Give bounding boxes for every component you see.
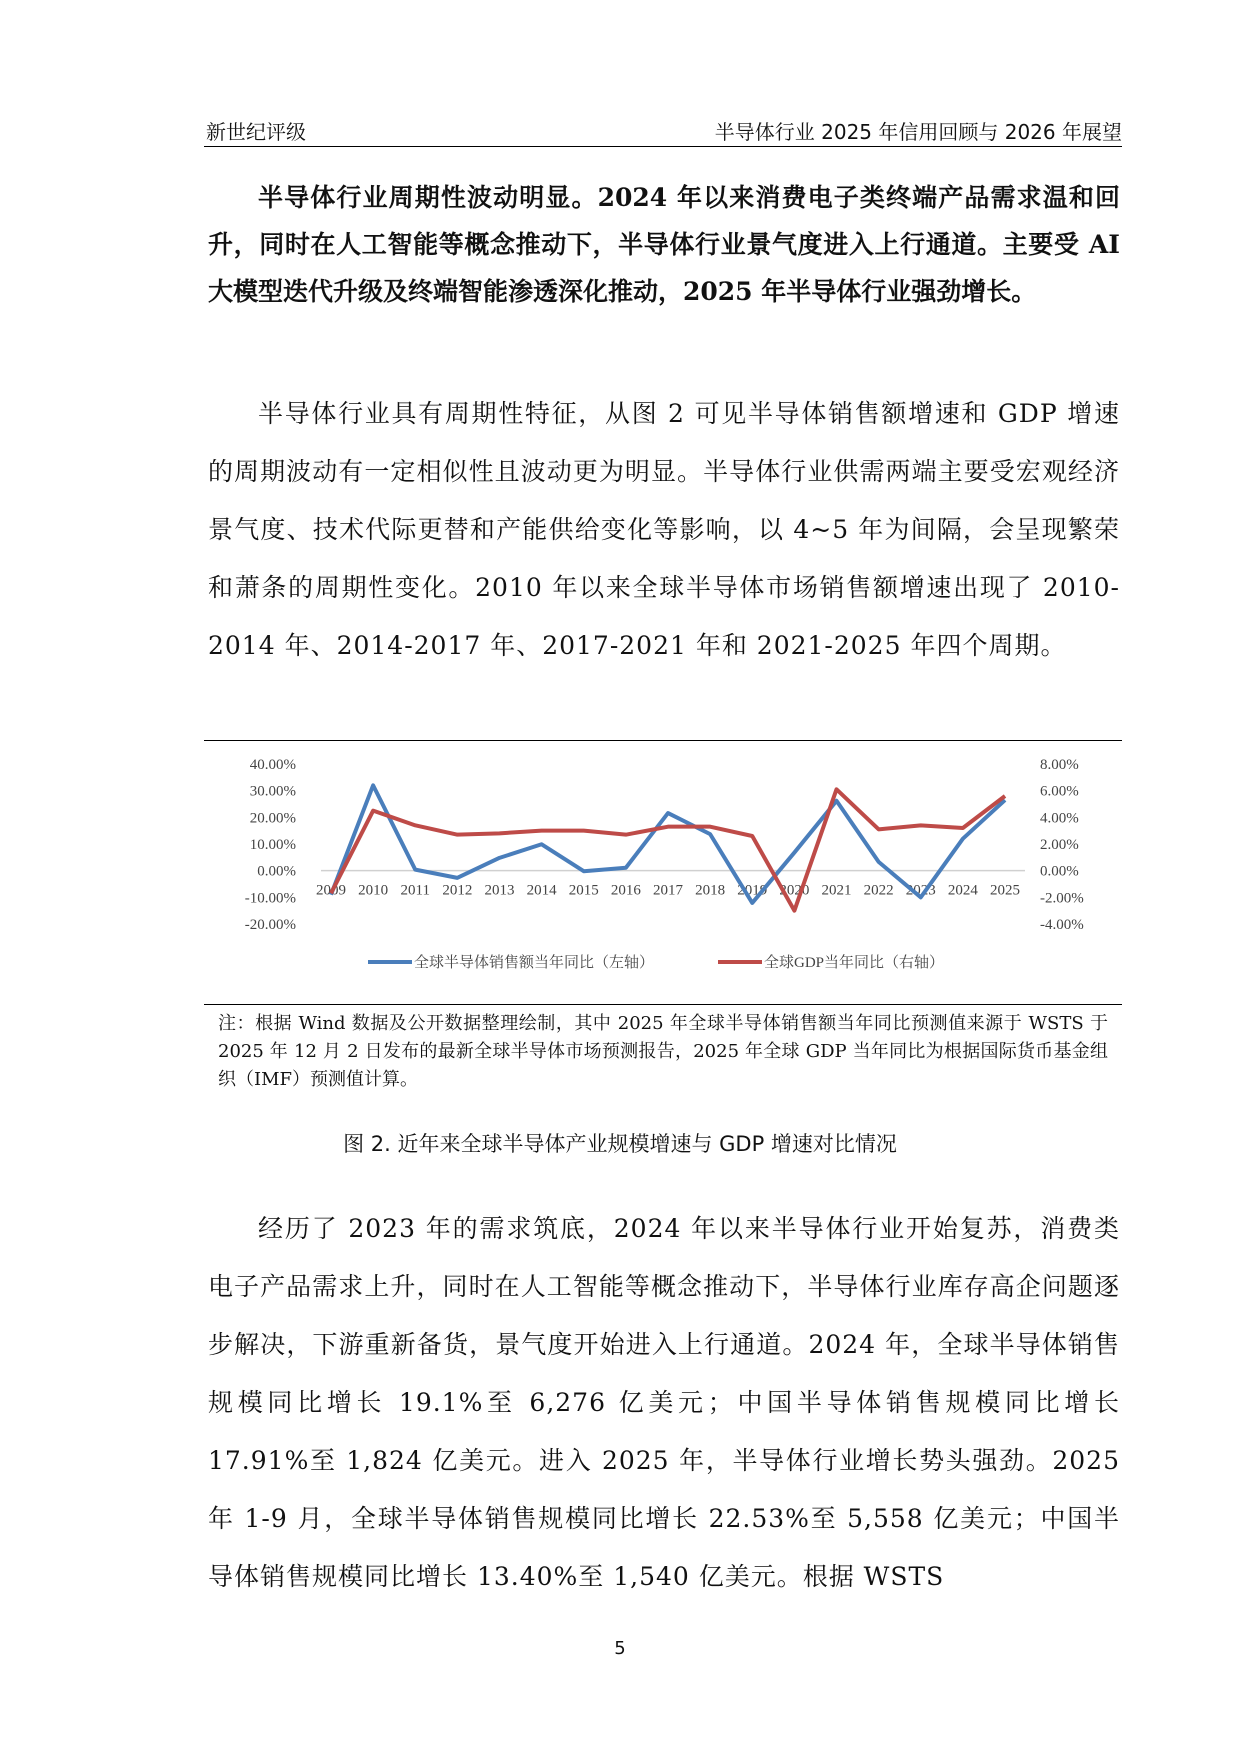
right-tick-label: -2.00%: [1040, 890, 1084, 907]
x-tick-label: 2023: [905, 882, 936, 899]
right-tick-label: -4.00%: [1040, 917, 1084, 933]
x-tick-label: 2022: [863, 882, 894, 899]
left-tick-label: 30.00%: [249, 783, 296, 800]
left-tick-label: 40.00%: [249, 757, 296, 773]
x-tick-label: 2024: [947, 882, 978, 899]
right-tick-label: 6.00%: [1040, 783, 1079, 800]
x-tick-label: 2016: [610, 882, 641, 899]
header-title: 半导体行业 2025 年信用回顾与 2026 年展望: [714, 120, 1122, 144]
x-tick-label: 2015: [568, 882, 599, 899]
left-tick-label: 20.00%: [249, 810, 296, 827]
x-tick-label: 2018: [695, 882, 726, 899]
header-rule: [204, 146, 1122, 147]
x-tick-label: 2025: [990, 882, 1020, 899]
right-tick-label: 2.00%: [1040, 837, 1079, 853]
paragraph-3: 经历了 2023 年的需求筑底，2024 年以来半导体行业开始复苏，消费类电子产品需求上升，同时在人工智能等概念推动下，半导体行业库存高企问题逐步解决，下游重新备货，景气度开始进入上行通道。2024 年，全球半导体销售规模同比增长 19.1%至 6,276 亿美元；中国半导体销售规模同比增长 17.91%至 1,824 亿美元。进入 2025 年，半导体行业增长势头强劲。2025 年 1-9 月，全球半导体销售规模同比增长 22.53%至 5,558 亿美元；中国半导体销售规模同比增长 13.40%至 1,540 亿美元。根据 WSTS: [208, 1214, 1120, 1591]
x-tick-label: 2013: [484, 882, 515, 899]
legend-label: 全球半导体销售额当年同比（左轴）: [414, 955, 655, 971]
header-org: 新世纪评级: [206, 120, 306, 144]
left-tick-label: -10.00%: [244, 890, 296, 907]
chart-note: 注：根据 Wind 数据及公开数据整理绘制，其中 2025 年全球半导体销售额当年同比预测值来源于 WSTS 于 2025 年 12 月 2 日发布的最新全球半导体市场预测报告，2025 年全球 GDP 当年同比为根据国际货币基金组织（IMF）预测值计算。: [218, 1013, 1108, 1090]
chart: [0, 740, 1240, 1004]
left-tick-label: 0.00%: [257, 863, 296, 880]
x-tick-label: 2019: [737, 882, 768, 899]
left-tick-label: 10.00%: [249, 837, 296, 853]
right-tick-label: 4.00%: [1040, 810, 1079, 827]
x-tick-label: 2009: [316, 882, 346, 899]
x-tick-label: 2020: [779, 882, 810, 899]
legend-label: 全球GDP当年同比（右轴）: [764, 955, 945, 971]
left-tick-label: -20.00%: [244, 917, 296, 933]
right-tick-label: 0.00%: [1040, 863, 1079, 880]
x-tick-label: 2011: [400, 882, 430, 899]
x-tick-label: 2017: [653, 882, 683, 899]
paragraph-2: 半导体行业具有周期性特征，从图 2 可见半导体销售额增速和 GDP 增速的周期波动有一定相似性且波动更为明显。半导体行业供需两端主要受宏观经济景气度、技术代际更替和产能供给变化等影响，以 4~5 年为间隔，会呈现繁荣和萧条的周期性变化。2010 年以来全球半导体市场销售额增速出现了 2010-2014 年、2014-2017 年、2017-2021 年和 2021-2025 年四个周期。: [208, 399, 1120, 660]
bold-paragraph: 半导体行业周期性波动明显。2024 年以来消费电子类终端产品需求温和回升，同时在人工智能等概念推动下，半导体行业景气度进入上行通道。主要受 AI 大模型迭代升级及终端智能渗透深化推动，2025 年半导体行业强劲增长。: [208, 183, 1120, 306]
x-tick-label: 2021: [821, 882, 852, 899]
chart-bottom-rule: [204, 1004, 1122, 1005]
page-number: 5: [614, 1638, 626, 1659]
right-tick-label: 8.00%: [1040, 757, 1079, 773]
x-tick-label: 2012: [442, 882, 473, 899]
figure-caption: 图 2. 近年来全球半导体产业规模增速与 GDP 增速对比情况: [343, 1132, 897, 1156]
x-tick-label: 2010: [358, 882, 389, 899]
x-tick-label: 2014: [526, 882, 557, 899]
